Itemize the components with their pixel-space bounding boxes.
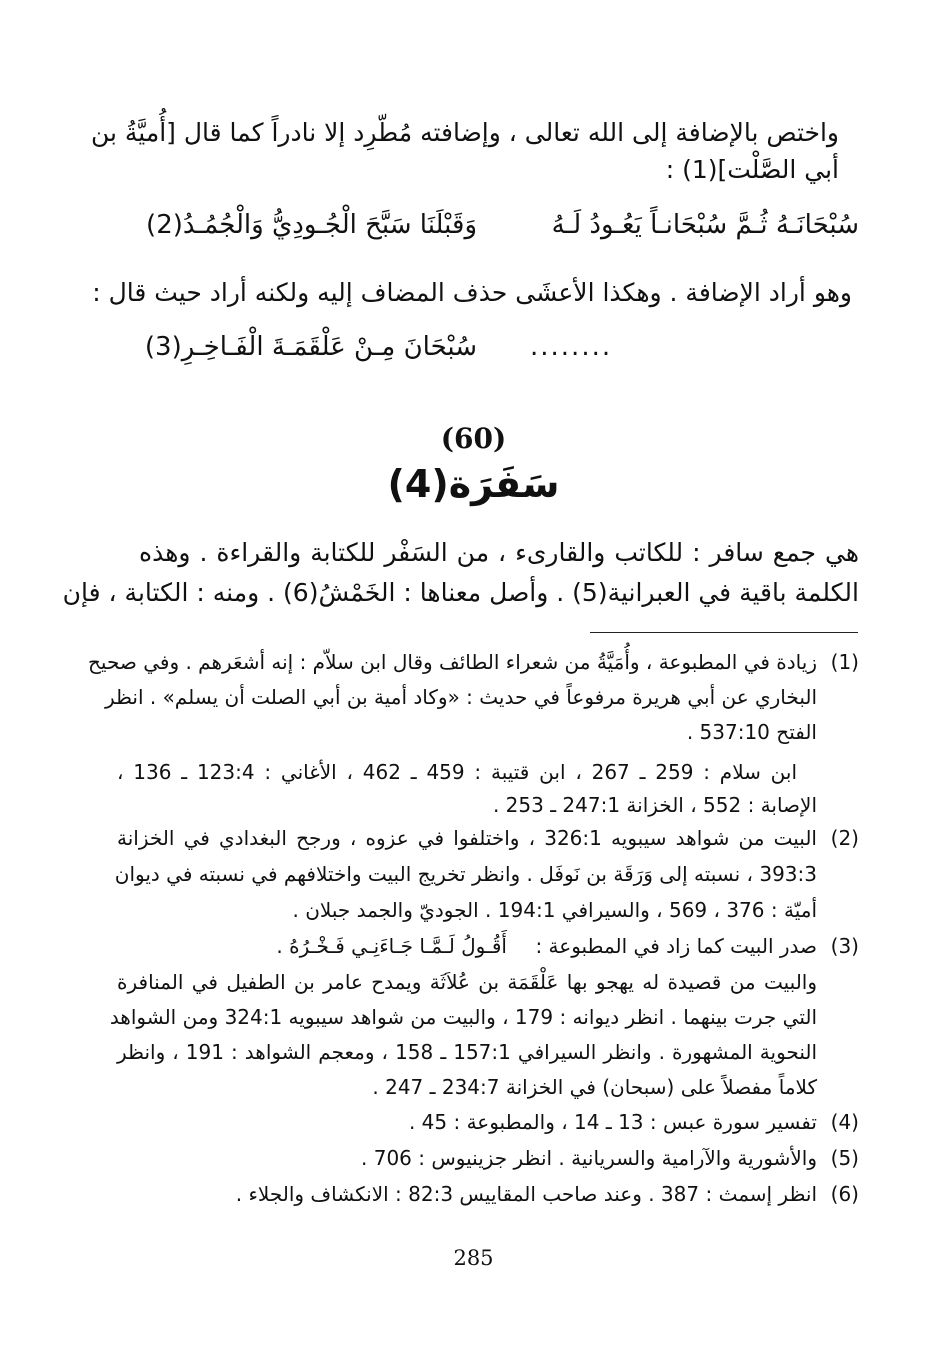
entry-paragraph-line-2: الكلمة باقية في العبرانية(5) . وأصل معناها : الخَمْشُ(6) . ومنه : الكتابة ، فإن <box>62 578 859 607</box>
footnote-2-line-2: 393:3 ، نسبته إلى وَرَقَة بن نَوفَل . وانظر تخريج البيت واختلافهم في نسبته في ديوان <box>114 862 817 886</box>
main-text-line-3: وهو أراد الإضافة . وهكذا الأعشَى حذف المضاف إليه ولكنه أراد حيث قال : <box>92 278 852 307</box>
verse-2-ellipsis: ........ <box>530 332 613 362</box>
footnote-divider <box>590 632 858 633</box>
main-text-line-2: أبي الصَّلْت](1) : <box>665 155 839 184</box>
footnote-1-line-5: الإصابة : 552 ، الخزانة 247:1 ـ 253 . <box>492 793 817 817</box>
footnote-5-number: (5) <box>830 1146 859 1170</box>
footnote-1-line-1: زيادة في المطبوعة ، وأُمَيَّةُ من شعراء الطائف وقال ابن سلاّم : إنه أشعَرهم . وفي صحيح <box>88 650 817 674</box>
footnote-2-line-1: البيت من شواهد سيبويه 326:1 ، واختلفوا في عزوه ، ورجح البغدادي في الخزانة <box>117 826 817 850</box>
footnote-2-number: (2) <box>830 826 859 850</box>
footnote-1-line-2: البخاري عن أبي هريرة مرفوعاً في حديث : «وكاد أمية بن أبي الصلت أن يسلم» . انظر <box>104 685 817 709</box>
footnote-3-line-4: النحوية المشهورة . وانظر السيرافي 157:1 ـ 158 ، ومعجم الشواهد : 191 ، وانظر <box>117 1040 817 1064</box>
main-text-line-1: واختص بالإضافة إلى الله تعالى ، وإضافته مُطّرِد إلا نادراً كما قال [أُميَّةُ بن <box>90 118 839 147</box>
verse-2-hemistich: سُبْحَانَ مِـنْ عَلْقَمَـةَ الْفَـاخِـرِ(3) <box>144 332 477 362</box>
footnote-3-line-2: والبيت من قصيدة له يهجو بها عَلْقَمَة بن عُلاَثَة ويمدح عامر بن الطفيل في المنافرة <box>117 970 817 994</box>
footnote-2-line-3: أميّة : 376 ، 569 ، والسيرافي 194:1 . الجوديّ والجمد جبلان . <box>292 898 817 922</box>
footnote-3-number: (3) <box>830 934 859 958</box>
footnote-3-verse: أَقُـولُ لَـمَّـا جَـاءَنِـي فَـخْـرُهُ . <box>276 934 507 958</box>
verse-1-first-hemistich: سُبْحَانَـهُ ثُـمَّ سُبْحَانـاً يَعُـودُ لَـهُ <box>551 210 859 240</box>
footnote-6-line-1: انظر إسمث : 387 . وعند صاحب المقاييس 82:3 : الانكشاف والجلاء . <box>235 1182 817 1206</box>
footnote-3-line-5: كلاماً مفصلاً على (سبحان) في الخزانة 234:7 ـ 247 . <box>372 1075 817 1099</box>
entry-heading: سَفَرَة(4) <box>387 462 560 506</box>
footnote-3-line-1a: صدر البيت كما زاد في المطبوعة : <box>535 934 817 958</box>
footnote-1-number: (1) <box>830 650 859 674</box>
footnote-4-line-1: تفسير سورة عبس : 13 ـ 14 ، والمطبوعة : 45 . <box>408 1110 817 1134</box>
footnote-4-number: (4) <box>830 1110 859 1134</box>
footnote-5-line-1: والأشورية والآرامية والسريانية . انظر جزينيوس : 706 . <box>361 1146 817 1170</box>
footnote-1-line-3: الفتح 537:10 . <box>686 720 817 744</box>
footnote-6-number: (6) <box>830 1182 859 1206</box>
entry-number: (60) <box>440 422 507 455</box>
footnote-1-line-4: ابن سلام : 259 ـ 267 ، ابن قتيبة : 459 ـ 462 ، الأغاني : 123:4 ـ 136 ، <box>117 760 798 784</box>
entry-paragraph-line-1: هي جمع سافر : للكاتب والقارىء ، من السَفْر للكتابة والقراءة . وهذه <box>139 538 859 567</box>
page-number: 285 <box>453 1246 494 1270</box>
verse-1-second-hemistich: وَقَبْلَنَا سَبَّحَ الْجُـودِيُّ وَالْجُمُـدُ(2) <box>146 210 477 240</box>
footnote-3-line-3: التي جرت بينهما . انظر ديوانه : 179 ، والبيت من شواهد سيبويه 324:1 ومن الشواهد <box>109 1005 817 1029</box>
